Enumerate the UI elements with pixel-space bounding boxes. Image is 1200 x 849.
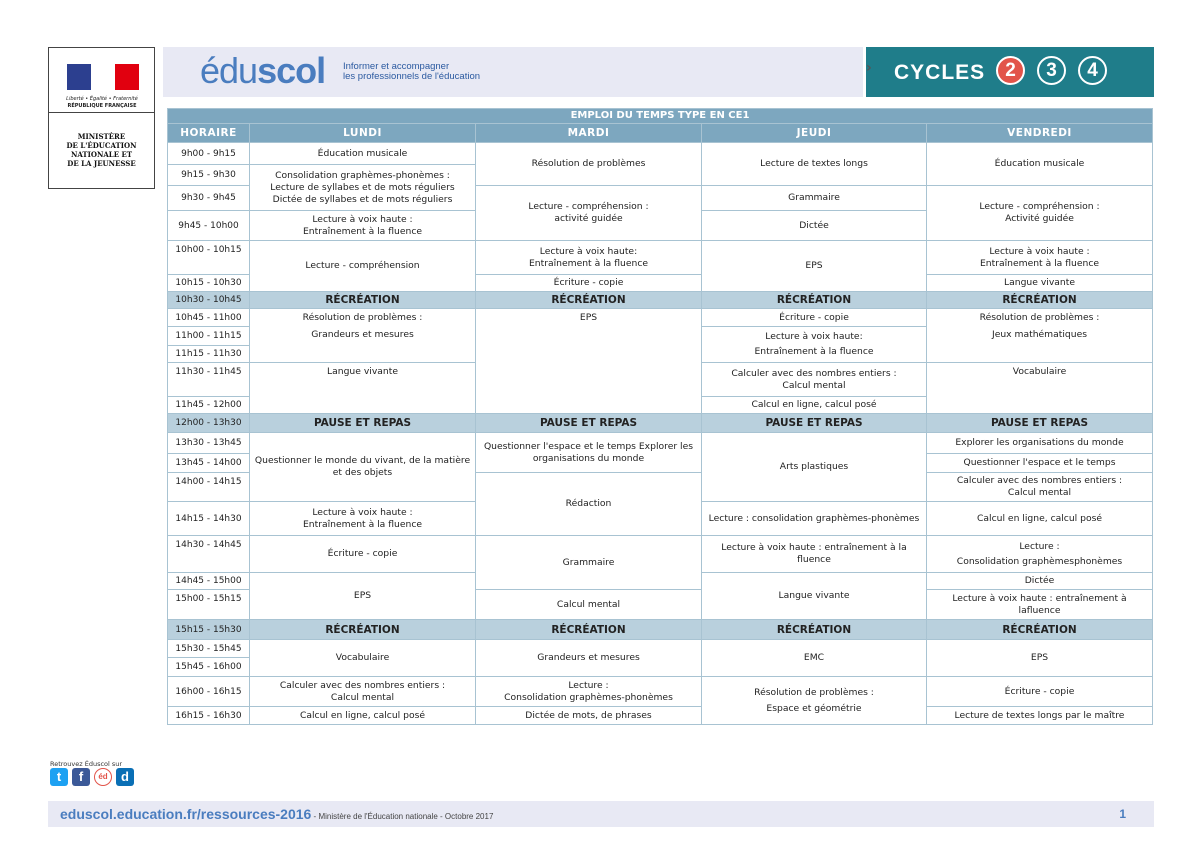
lesson-cell: EPS bbox=[476, 309, 702, 414]
time-cell: 10h15 - 10h30 bbox=[168, 275, 250, 292]
lesson-cell: Éducation musicale bbox=[250, 143, 476, 165]
lesson-cell: Calculer avec des nombres entiers : Calcul mental bbox=[250, 677, 476, 707]
lesson-cell: Lecture à voix haute: Entraînement à la fluence bbox=[702, 327, 927, 363]
lesson-cell: Lecture de textes longs bbox=[702, 143, 927, 186]
twitter-icon[interactable]: t bbox=[50, 768, 68, 786]
lesson-cell: Questionner l'espace et le temps Explorer les organisations du monde bbox=[476, 433, 702, 473]
cycle-4-badge: 4 bbox=[1078, 56, 1107, 85]
footer-bar bbox=[48, 801, 1154, 827]
lesson-cell: Dictée bbox=[927, 573, 1153, 590]
recreation-cell: RÉCRÉATION bbox=[476, 292, 702, 309]
time-cell: 12h00 - 13h30 bbox=[168, 414, 250, 433]
lesson-cell: Résolution de problèmes : Jeux mathématiques bbox=[927, 309, 1153, 363]
social-label: Retrouvez Éduscol sur bbox=[50, 760, 123, 768]
lunch-cell: PAUSE ET REPAS bbox=[927, 414, 1153, 433]
lesson-cell: Lecture à voix haute: Entraînement à la fluence bbox=[476, 241, 702, 275]
lesson-cell: Calculer avec des nombres entiers : Calcul mental bbox=[702, 363, 927, 397]
lesson-cell: Vocabulaire bbox=[250, 640, 476, 677]
ministry-motto: Liberté • Égalité • Fraternité bbox=[66, 96, 138, 102]
ministry-logo bbox=[48, 47, 155, 189]
lesson-cell: Lecture de textes longs par le maître bbox=[927, 707, 1153, 725]
lesson-cell: Lecture à voix haute : Entraînement à la fluence bbox=[927, 241, 1153, 275]
time-cell: 15h00 - 15h15 bbox=[168, 590, 250, 620]
lesson-cell: Vocabulaire bbox=[927, 363, 1153, 414]
lesson-cell: Lecture à voix haute : Entraînement à la fluence bbox=[250, 502, 476, 536]
lesson-cell: Lecture à voix haute : entraînement à la fluence bbox=[702, 536, 927, 573]
lesson-cell: Consolidation graphèmes-phonèmes : Lecture de syllabes et de mots réguliers Dictée de syllabes et de mots réguliers bbox=[250, 165, 476, 211]
lunch-cell: PAUSE ET REPAS bbox=[476, 414, 702, 433]
recreation-cell: RÉCRÉATION bbox=[250, 620, 476, 640]
time-cell: 16h00 - 16h15 bbox=[168, 677, 250, 707]
eduscol-logo[interactable]: éduscol bbox=[200, 50, 326, 91]
lesson-cell: Éducation musicale bbox=[927, 143, 1153, 186]
lesson-cell: Lecture à voix haute : entraînement à lafluence bbox=[927, 590, 1153, 620]
lesson-cell: Lecture : Consolidation graphèmes-phonèmes bbox=[476, 677, 702, 707]
time-cell: 14h45 - 15h00 bbox=[168, 573, 250, 590]
lesson-cell: Questionner l'espace et le temps bbox=[927, 454, 1153, 473]
lesson-cell: Écriture - copie bbox=[476, 275, 702, 292]
lesson-cell: Lecture : consolidation graphèmes-phonèmes bbox=[702, 502, 927, 536]
time-cell: 10h30 - 10h45 bbox=[168, 292, 250, 309]
lesson-cell: Dictée de mots, de phrases bbox=[476, 707, 702, 725]
facebook-icon[interactable]: f bbox=[72, 768, 90, 786]
recreation-cell: RÉCRÉATION bbox=[927, 292, 1153, 309]
time-cell: 9h00 - 9h15 bbox=[168, 143, 250, 165]
header-vendredi: VENDREDI bbox=[927, 124, 1153, 143]
timetable bbox=[167, 108, 1153, 725]
lesson-cell: Résolution de problèmes bbox=[476, 143, 702, 186]
lesson-cell: Lecture - compréhension bbox=[250, 241, 476, 292]
marianne-flag-icon bbox=[67, 64, 139, 90]
time-cell: 15h30 - 15h45 bbox=[168, 640, 250, 658]
eduscol-icon[interactable]: éd bbox=[94, 768, 112, 786]
time-cell: 10h45 - 11h00 bbox=[168, 309, 250, 327]
lunch-cell: PAUSE ET REPAS bbox=[702, 414, 927, 433]
lesson-cell: EMC bbox=[702, 640, 927, 677]
lesson-cell: Grandeurs et mesures bbox=[476, 640, 702, 677]
lesson-cell: Lecture : Consolidation graphèmesphonèmes bbox=[927, 536, 1153, 573]
lesson-cell: Rédaction bbox=[476, 473, 702, 536]
lesson-cell: Résolution de problèmes : Grandeurs et mesures bbox=[250, 309, 476, 363]
page-number: 1 bbox=[1119, 807, 1126, 821]
header-horaire: HORAIRE bbox=[168, 124, 250, 143]
lesson-cell: Explorer les organisations du monde bbox=[927, 433, 1153, 454]
recreation-cell: RÉCRÉATION bbox=[702, 620, 927, 640]
time-cell: 14h30 - 14h45 bbox=[168, 536, 250, 573]
lesson-cell: Écriture - copie bbox=[702, 309, 927, 327]
lesson-cell: Grammaire bbox=[702, 186, 927, 211]
lesson-cell: Écriture - copie bbox=[250, 536, 476, 573]
logo-divider bbox=[49, 112, 154, 113]
time-cell: 16h15 - 16h30 bbox=[168, 707, 250, 725]
time-cell: 9h15 - 9h30 bbox=[168, 165, 250, 186]
lesson-cell: Calcul en ligne, calcul posé bbox=[927, 502, 1153, 536]
time-cell: 14h00 - 14h15 bbox=[168, 473, 250, 502]
lunch-cell: PAUSE ET REPAS bbox=[250, 414, 476, 433]
lesson-cell: Dictée bbox=[702, 211, 927, 241]
lesson-cell: Calcul mental bbox=[476, 590, 702, 620]
cycles-banner bbox=[866, 47, 1154, 97]
lesson-cell: Lecture - compréhension : Activité guidée bbox=[927, 186, 1153, 241]
recreation-cell: RÉCRÉATION bbox=[927, 620, 1153, 640]
header-lundi: LUNDI bbox=[250, 124, 476, 143]
eduscol-tagline: Informer et accompagner les professionnels de l'éducation bbox=[343, 61, 481, 82]
header-jeudi: JEUDI bbox=[702, 124, 927, 143]
republic-label: RÉPUBLIQUE FRANÇAISE bbox=[67, 103, 137, 109]
time-cell: 11h00 - 11h15 bbox=[168, 327, 250, 346]
lesson-cell: EPS bbox=[702, 241, 927, 292]
time-cell: 15h15 - 15h30 bbox=[168, 620, 250, 640]
lesson-cell: EPS bbox=[927, 640, 1153, 677]
lesson-cell: Calculer avec des nombres entiers : Calcul mental bbox=[927, 473, 1153, 502]
timetable-title: EMPLOI DU TEMPS TYPE EN CE1 bbox=[168, 109, 1153, 124]
lesson-cell: Résolution de problèmes : Espace et géométrie bbox=[702, 677, 927, 725]
recreation-cell: RÉCRÉATION bbox=[702, 292, 927, 309]
footer-note: - Ministère de l'Éducation nationale - Octobre 2017 bbox=[311, 812, 494, 821]
recreation-cell: RÉCRÉATION bbox=[476, 620, 702, 640]
lesson-cell: Arts plastiques bbox=[702, 433, 927, 502]
lesson-cell: Langue vivante bbox=[927, 275, 1153, 292]
cycle-3-badge: 3 bbox=[1037, 56, 1066, 85]
lesson-cell: Écriture - copie bbox=[927, 677, 1153, 707]
time-cell: 14h15 - 14h30 bbox=[168, 502, 250, 536]
time-cell: 10h00 - 10h15 bbox=[168, 241, 250, 275]
lesson-cell: EPS bbox=[250, 573, 476, 620]
recreation-cell: RÉCRÉATION bbox=[250, 292, 476, 309]
time-cell: 11h15 - 11h30 bbox=[168, 346, 250, 363]
lesson-cell: Lecture - compréhension : activité guidée bbox=[476, 186, 702, 241]
time-cell: 13h30 - 13h45 bbox=[168, 433, 250, 454]
chevron-right-icon: › bbox=[866, 60, 872, 76]
dailymotion-icon[interactable]: d bbox=[116, 768, 134, 786]
lesson-cell: Calcul en ligne, calcul posé bbox=[250, 707, 476, 725]
lesson-cell: Langue vivante bbox=[702, 573, 927, 620]
lesson-cell: Lecture à voix haute : Entraînement à la fluence bbox=[250, 211, 476, 241]
time-cell: 13h45 - 14h00 bbox=[168, 454, 250, 473]
time-cell: 11h45 - 12h00 bbox=[168, 397, 250, 414]
time-cell: 9h30 - 9h45 bbox=[168, 186, 250, 211]
lesson-cell: Grammaire bbox=[476, 536, 702, 590]
lesson-cell: Calcul en ligne, calcul posé bbox=[702, 397, 927, 414]
cycle-2-badge: 2 bbox=[996, 56, 1025, 85]
lesson-cell: Questionner le monde du vivant, de la matière et des objets bbox=[250, 433, 476, 502]
ministry-name: MINISTÈRE DE L'ÉDUCATION NATIONALE ET DE LA JEUNESSE bbox=[66, 132, 137, 168]
time-cell: 11h30 - 11h45 bbox=[168, 363, 250, 397]
cycles-label: CYCLES bbox=[894, 61, 986, 84]
time-cell: 9h45 - 10h00 bbox=[168, 211, 250, 241]
time-cell: 15h45 - 16h00 bbox=[168, 658, 250, 677]
footer-url[interactable]: eduscol.education.fr/ressources-2016 - Ministère de l'Éducation nationale - Octobre 2017 bbox=[60, 806, 494, 822]
header-mardi: MARDI bbox=[476, 124, 702, 143]
lesson-cell: Langue vivante bbox=[250, 363, 476, 414]
